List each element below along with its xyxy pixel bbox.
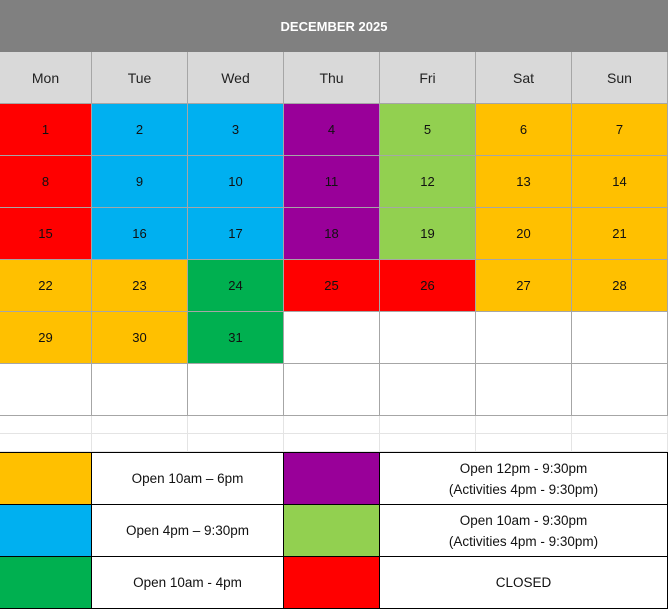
day-cell-24[interactable]: 24 (188, 260, 284, 312)
empty-cell[interactable] (476, 312, 572, 364)
legend-text-line: Open 10am – 6pm (131, 471, 244, 486)
day-cell-4[interactable]: 4 (284, 104, 380, 156)
spacer-cell[interactable] (0, 434, 92, 452)
legend-table (0, 452, 668, 609)
spacer-cell[interactable] (0, 416, 92, 434)
day-cell-16[interactable]: 16 (92, 208, 188, 260)
day-cell-13[interactable]: 13 (476, 156, 572, 208)
empty-cell[interactable] (476, 364, 572, 416)
day-cell-23[interactable]: 23 (92, 260, 188, 312)
day-cell-27[interactable]: 27 (476, 260, 572, 312)
legend-text-line: (Activities 4pm - 9:30pm) (448, 481, 599, 497)
day-cell-12[interactable]: 12 (380, 156, 476, 208)
empty-cell[interactable] (380, 364, 476, 416)
legend-label[interactable] (92, 505, 284, 557)
day-cell-22[interactable]: 22 (0, 260, 92, 312)
day-cell-21[interactable]: 21 (572, 208, 668, 260)
legend-text-line: Open 4pm – 9:30pm (125, 523, 250, 538)
legend-label[interactable] (380, 557, 668, 609)
weekday-header-wed[interactable]: Wed (188, 52, 284, 104)
day-cell-15[interactable]: 15 (0, 208, 92, 260)
day-cell-2[interactable]: 2 (92, 104, 188, 156)
day-cell-25[interactable]: 25 (284, 260, 380, 312)
weekday-header-fri[interactable]: Fri (380, 52, 476, 104)
calendar-grid (0, 52, 668, 416)
day-cell-8[interactable]: 8 (0, 156, 92, 208)
legend-text-line: Open 10am - 4pm (133, 575, 242, 590)
spacer-cell[interactable] (380, 434, 476, 452)
weekday-header-tue[interactable]: Tue (92, 52, 188, 104)
empty-cell[interactable] (572, 364, 668, 416)
spacer-cell[interactable] (380, 416, 476, 434)
empty-cell[interactable] (92, 364, 188, 416)
legend-text-line: Open 12pm - 9:30pm (459, 460, 588, 476)
spacer-cell[interactable] (92, 416, 188, 434)
day-cell-17[interactable]: 17 (188, 208, 284, 260)
legend-swatch-darkgreen[interactable] (0, 557, 92, 609)
day-cell-11[interactable]: 11 (284, 156, 380, 208)
spacer-cell[interactable] (188, 434, 284, 452)
legend-swatch-green[interactable] (284, 505, 380, 557)
day-cell-31[interactable]: 31 (188, 312, 284, 364)
day-cell-5[interactable]: 5 (380, 104, 476, 156)
weekday-header-mon[interactable]: Mon (0, 52, 92, 104)
weekday-header-sat[interactable]: Sat (476, 52, 572, 104)
legend-swatch-yellow[interactable] (0, 453, 92, 505)
spacer-cell[interactable] (476, 416, 572, 434)
spacer-cell[interactable] (92, 434, 188, 452)
calendar-title[interactable]: DECEMBER 2025 (0, 0, 668, 52)
day-cell-10[interactable]: 10 (188, 156, 284, 208)
spacer-cell[interactable] (572, 434, 668, 452)
day-cell-20[interactable]: 20 (476, 208, 572, 260)
legend-label[interactable] (92, 557, 284, 609)
empty-cell[interactable] (284, 364, 380, 416)
day-cell-28[interactable]: 28 (572, 260, 668, 312)
spacer-cell[interactable] (476, 434, 572, 452)
empty-cell[interactable] (188, 364, 284, 416)
day-cell-1[interactable]: 1 (0, 104, 92, 156)
weekday-header-sun[interactable]: Sun (572, 52, 668, 104)
legend-label[interactable] (92, 453, 284, 505)
day-cell-3[interactable]: 3 (188, 104, 284, 156)
day-cell-14[interactable]: 14 (572, 156, 668, 208)
legend-text-line: CLOSED (495, 575, 552, 590)
day-cell-30[interactable]: 30 (92, 312, 188, 364)
weekday-header-thu[interactable]: Thu (284, 52, 380, 104)
day-cell-19[interactable]: 19 (380, 208, 476, 260)
day-cell-18[interactable]: 18 (284, 208, 380, 260)
spacer-cell[interactable] (284, 434, 380, 452)
empty-cell[interactable] (0, 364, 92, 416)
legend-label[interactable] (380, 505, 668, 557)
legend-swatch-purple[interactable] (284, 453, 380, 505)
spacer-cell[interactable] (572, 416, 668, 434)
legend-label[interactable] (380, 453, 668, 505)
day-cell-6[interactable]: 6 (476, 104, 572, 156)
spacer-cell[interactable] (284, 416, 380, 434)
day-cell-7[interactable]: 7 (572, 104, 668, 156)
empty-cell[interactable] (380, 312, 476, 364)
legend-swatch-blue[interactable] (0, 505, 92, 557)
day-cell-9[interactable]: 9 (92, 156, 188, 208)
spacer-rows (0, 416, 668, 452)
legend-swatch-red[interactable] (284, 557, 380, 609)
empty-cell[interactable] (284, 312, 380, 364)
spacer-cell[interactable] (188, 416, 284, 434)
empty-cell[interactable] (572, 312, 668, 364)
day-cell-29[interactable]: 29 (0, 312, 92, 364)
day-cell-26[interactable]: 26 (380, 260, 476, 312)
legend-text-line: Open 10am - 9:30pm (459, 512, 588, 528)
legend-text-line: (Activities 4pm - 9:30pm) (448, 533, 599, 549)
